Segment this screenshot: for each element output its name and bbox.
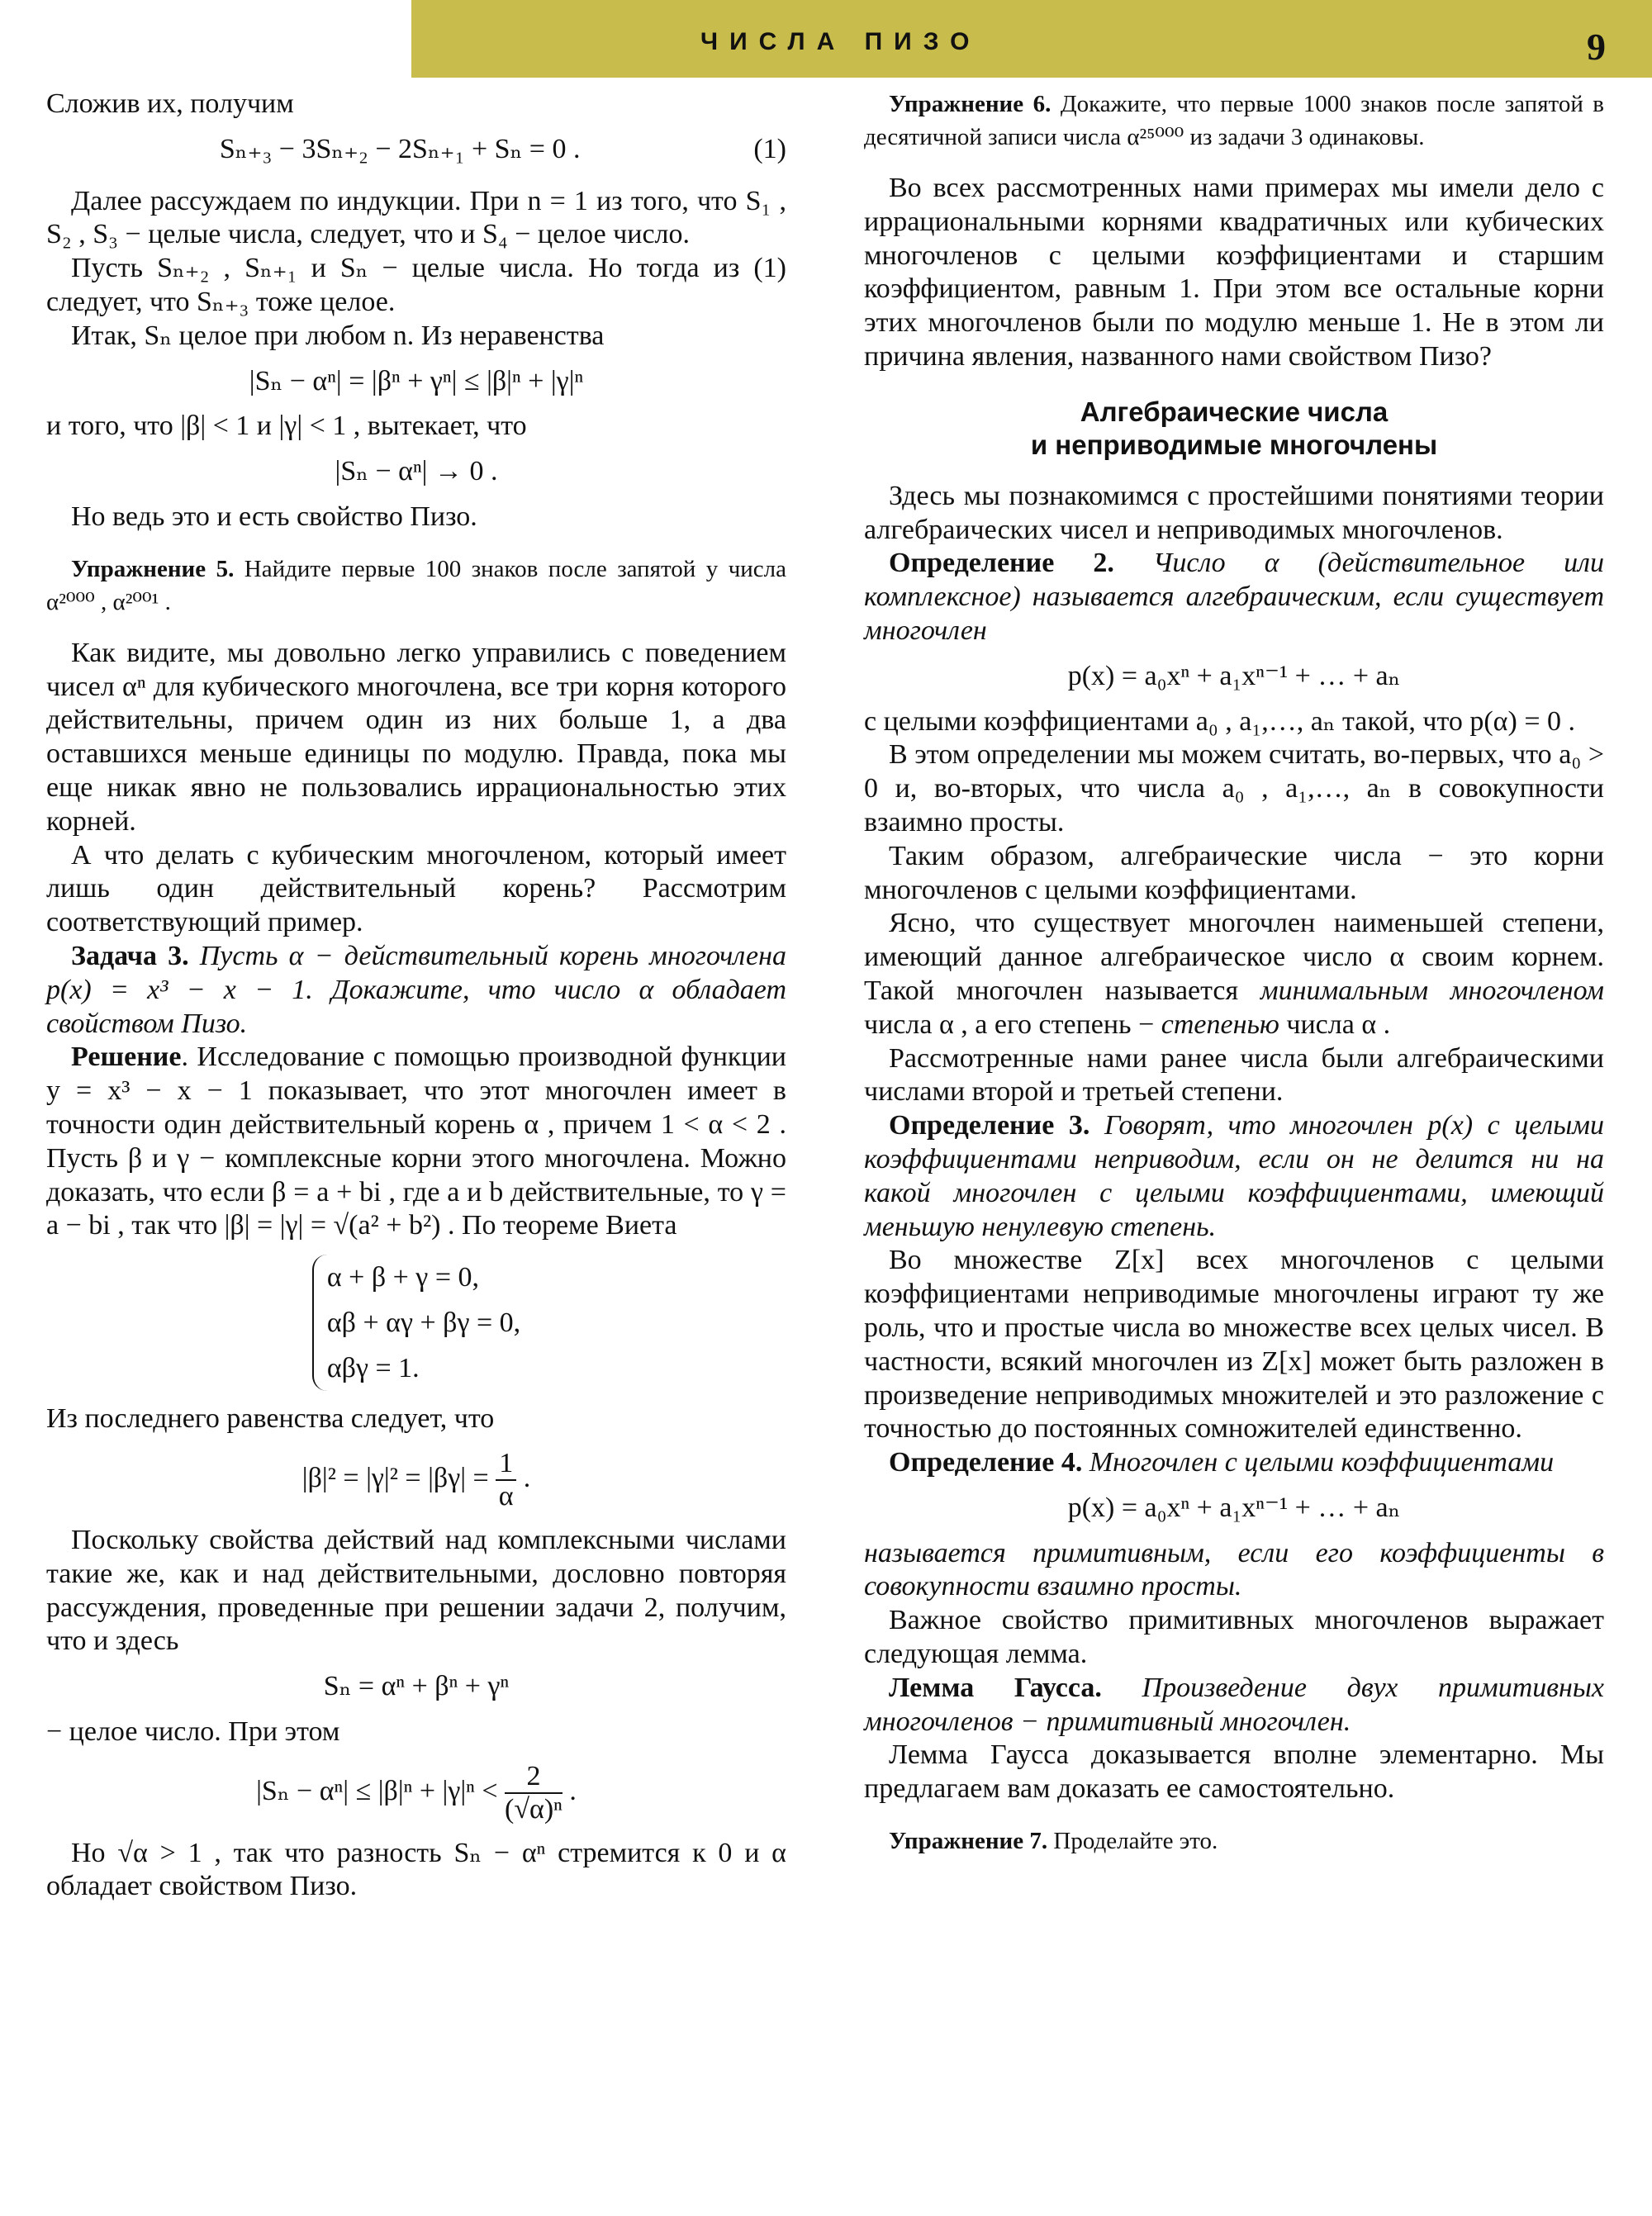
lemma-label: Лемма Гаусса. — [889, 1672, 1102, 1703]
text-run: числа α , а его степень − — [864, 1008, 1161, 1040]
exercise-text: Найдите первые 100 знаков после запятой у числа α²⁰⁰⁰ , α²⁰⁰¹ . — [46, 555, 787, 615]
section-heading-line: Алгебраические числа — [1080, 396, 1389, 427]
fraction — [505, 1761, 563, 1825]
denominator: α — [498, 1480, 514, 1511]
paragraph: В этом определении мы можем считать, во-первых, что a₀ > 0 и, во-вторых, что числа a₀ , a₁,…, aₙ в совокупности взаимно просты. — [864, 739, 1604, 838]
text-run: числа α . — [1279, 1008, 1391, 1040]
paragraph: Во множестве Z[x] всех многочленов с целыми коэффициентами неприводимые многочлены играют ту же роль, что и простые числа во множестве всех целых чисел. В частности, всякий многочлен из Z[x] может быть разложен в произведение неприводимых множителей и это разложение с точностью до постоянных сомножителей единственно. — [864, 1245, 1604, 1445]
equation-text: |Sₙ − αⁿ| ≤ |β|ⁿ + |γ|ⁿ < — [256, 1775, 498, 1806]
paragraph: Лемма Гаусса доказывается вполне элементарно. Мы предлагаем вам доказать ее самостоятельно. — [864, 1739, 1604, 1805]
system-brace — [312, 1255, 520, 1391]
paragraph — [864, 907, 1604, 1042]
section-heading-line: и неприводимые многочлены — [1030, 429, 1438, 460]
paragraph: Из последнего равенства следует, что — [46, 1403, 495, 1435]
definition-text: Многочлен с целыми коэффициентами — [1082, 1447, 1555, 1478]
exercise-label: Упражнение 6. — [889, 91, 1051, 117]
paragraph: и того, что |β| < 1 и |γ| < 1 , вытекает, что — [46, 410, 527, 442]
paragraph: Но ведь это и есть свойство Пизо. — [71, 501, 477, 532]
definition-2 — [864, 547, 1604, 648]
text-run: Ясно, что существует многочлен наименьшей степени, имеющий данное алгебраическое число α своим корнем. Такой многочлен называется — [864, 908, 1604, 1006]
equation-text: Sₙ₊₃ − 3Sₙ₊₂ − 2Sₙ₊₁ + Sₙ = 0 . — [219, 133, 581, 164]
paragraph: Но √α > 1 , так что разность Sₙ − αⁿ стремится к 0 и α обладает свойством Пизо. — [46, 1837, 786, 1902]
paragraph: Рассмотренные нами ранее числа были алгебраическими числами второй и третьей степени. — [864, 1042, 1604, 1108]
gauss-lemma — [864, 1672, 1604, 1739]
exercise-label: Упражнение 5. — [71, 555, 235, 582]
paragraph: − целое число. При этом — [46, 1715, 340, 1747]
definition-3 — [864, 1109, 1604, 1244]
paragraph: Пусть Sₙ₊₂ , Sₙ₊₁ и Sₙ − целые числа. Но тогда из (1) следует, что Sₙ₊₃ тоже целое. — [46, 253, 786, 317]
solution-label: Решение — [71, 1042, 182, 1073]
paragraph: Во всех рассмотренных нами примерах мы имели дело с иррациональными корнями квадратичных или кубических многочленов с целыми коэффициентами и старшим коэффициентом, равным 1. При этом все остальные корни этих многочленов были по модулю меньше 1. Не в этом ли причина явления, названного нами свойством Пизо? — [864, 173, 1604, 372]
task-text: Пусть α − действительный корень многочлена p(x) = x³ − x − 1. Докажите, что число α обладает свойством Пизо. — [46, 940, 786, 1039]
paragraph: Здесь мы познакомимся с простейшими понятиями теории алгебраических чисел и неприводимых многочленов. — [864, 480, 1604, 545]
task-label: Задача 3. — [71, 940, 189, 971]
paragraph: Итак, Sₙ целое при любом n. Из неравенства — [71, 320, 605, 351]
paragraph: называется примитивным, если его коэффициенты в совокупности взаимно просты. — [864, 1537, 1604, 1602]
solution — [46, 1041, 786, 1243]
definition-label: Определение 4. — [889, 1447, 1083, 1478]
exercise-text: Докажите, что первые 1000 знаков после запятой в десятичной записи числа α²⁵⁰⁰⁰ из задачи 3 одинаковы. — [864, 91, 1604, 150]
paragraph: Таким образом, алгебраические числа − это корни многочленов с целыми коэффициентами. — [864, 840, 1604, 905]
definition-text: Говорят, что многочлен p(x) с целыми коэффициентами неприводим, если он не делится ни на какой многочлен с целыми коэффициентами, имеющий меньшую ненулевую степень. — [864, 1110, 1604, 1242]
exercise-label: Упражнение 7. — [889, 1828, 1048, 1855]
paragraph: Важное свойство примитивных многочленов выражает следующая лемма. — [864, 1605, 1604, 1670]
section-heading — [864, 396, 1604, 462]
paragraph: Как видите, мы довольно легко управились с поведением чисел αⁿ для кубического многочлена, все три корня которого действительны, причем один из них больше 1, а два оставшихся меньше единицы по модулю. Правда, пока мы еще никак явно не пользовались иррациональностью этих корней. — [46, 637, 786, 837]
equation-7: p(x) = a₀xⁿ + a₁xⁿ⁻¹ + … + aₙ — [1067, 660, 1401, 691]
page-number: 9 — [1587, 26, 1606, 68]
term-minimal-polynomial: минимальным многочленом — [1260, 975, 1604, 1006]
left-column — [46, 88, 786, 1904]
lemma-text: Произведение двух примитивных многочленов − примитивный многочлен. — [864, 1672, 1604, 1737]
numerator: 2 — [505, 1761, 563, 1794]
fraction — [496, 1448, 516, 1512]
equation-end: . — [569, 1775, 577, 1806]
right-column — [864, 88, 1604, 1858]
equation-2: |Sₙ − αⁿ| = |βⁿ + γⁿ| ≤ |β|ⁿ + |γ|ⁿ — [249, 365, 584, 396]
equation-3: |Sₙ − αⁿ| → 0 . — [335, 456, 498, 487]
equation-text: |β|² = |γ|² = |βγ| = — [301, 1462, 489, 1493]
term-degree: степенью — [1161, 1008, 1279, 1040]
numerator: 1 — [496, 1448, 516, 1481]
exercise-6 — [864, 88, 1604, 154]
paragraph: с целыми коэффициентами a₀ , a₁,…, aₙ такой, что p(α) = 0 . — [864, 705, 1575, 737]
equation-8: p(x) = a₀xⁿ + a₁xⁿ⁻¹ + … + aₙ — [1067, 1492, 1401, 1523]
equation-4 — [46, 1448, 786, 1512]
exercise-7 — [864, 1825, 1604, 1858]
definition-text: Число α (действительное или комплексное) называется алгебраическим, если существует многочлен — [864, 548, 1604, 646]
paragraph: Далее рассуждаем по индукции. При n = 1 из того, что S₁ , S₂ , S₃ − целые числа, следует, что и S₄ − целое число. — [46, 185, 786, 250]
paragraph: Сложив их, получим — [46, 88, 294, 119]
equation-6 — [46, 1761, 786, 1825]
equation-number: (1) — [753, 133, 786, 164]
definition-label: Определение 2. — [889, 548, 1114, 579]
system-line: α + β + γ = 0, — [326, 1262, 480, 1293]
denominator: (√α)ⁿ — [505, 1793, 563, 1825]
paragraph: А что делать с кубическим многочленом, который имеет лишь один действительный корень? Рассмотрим соответствующий пример. — [46, 839, 786, 938]
solution-text: . Исследование с помощью производной функции y = x³ − x − 1 показывает, что этот многочлен имеет в точности один действительный корень α , причем 1 < α < 2 . Пусть β и γ − комплексные корни этого многочлена. Можно доказать, что если β = a + bi , где a и b действительные, то γ = a − bi , так что |β| = |γ| = √(a² + b²) . По теореме Виета — [46, 1042, 786, 1241]
equation-end: . — [523, 1462, 531, 1493]
exercise-text: Проделайте это. — [1047, 1828, 1218, 1855]
task-3 — [46, 940, 786, 1041]
equation-1 — [46, 133, 786, 167]
exercise-5 — [46, 553, 786, 619]
system-line: αβ + αγ + βγ = 0, — [326, 1307, 521, 1339]
definition-label: Определение 3. — [889, 1110, 1090, 1141]
vieta-system — [46, 1255, 786, 1391]
header-title: ЧИСЛА ПИЗО — [700, 28, 981, 55]
equation-5: Sₙ = αⁿ + βⁿ + γⁿ — [323, 1671, 510, 1702]
paragraph: Поскольку свойства действий над комплексными числами такие же, как и над действительными, дословно повторяя рассуждения, проведенные при решении задачи 2, получим, что и здесь — [46, 1524, 786, 1657]
definition-4 — [864, 1446, 1604, 1480]
running-header — [411, 0, 1652, 78]
system-line: αβγ = 1. — [326, 1353, 420, 1384]
